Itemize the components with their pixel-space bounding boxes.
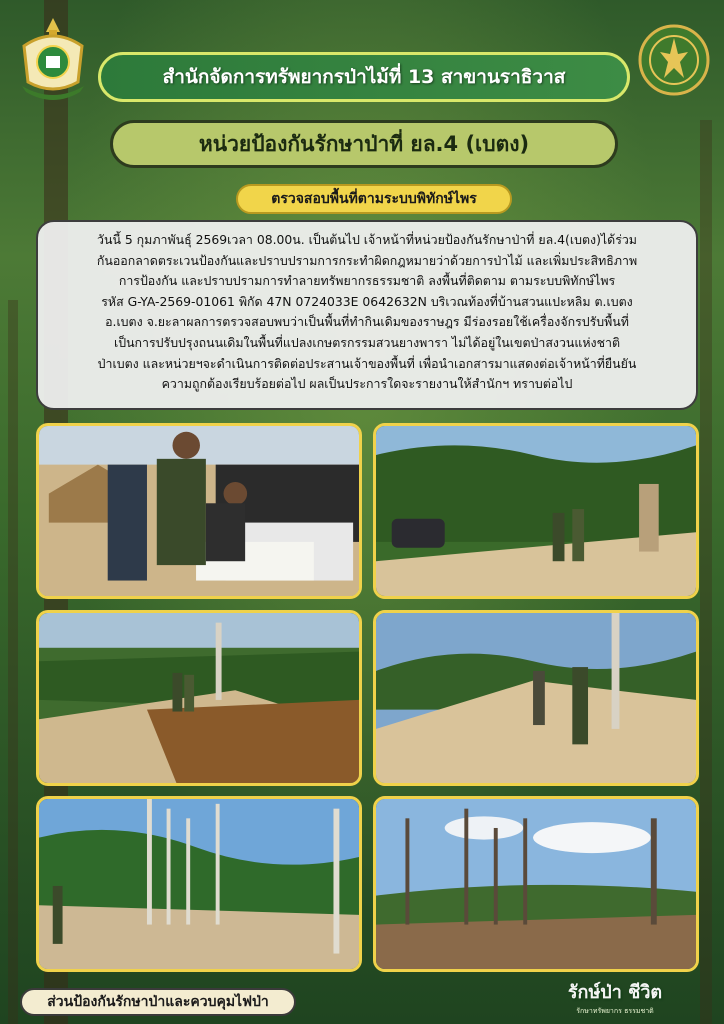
campaign-logo-subtext: รักษาทรัพยากร ธรรมชาติ <box>576 1007 654 1015</box>
cleared-land-with-trees-photo <box>36 796 362 972</box>
hilltop-clearing-photo <box>373 796 699 972</box>
report-line: อ.เบตง จ.ยะลาผลการตรวจสอบพบว่าเป็นพื้นที่ทำกินเดิมของราษฎร มีร่องรอยใช้เครื่องจักรปรับพื้นที่ <box>105 314 629 330</box>
report-line: กันออกลาดตระเวนป้องกันและปราบปรามการกระทำผิดกฎหมายว่าด้วยการป่าไม้ และเพิ่มประสิทธิภาพ <box>96 252 638 268</box>
report-line: รหัส G-YA-2569-01061 พิกัด 47N 0724033E 0642632N บริเวณท้องที่บ้านสวนแปะหลิม ต.เบตง <box>101 293 633 309</box>
report-text-box <box>36 220 698 410</box>
background-tree <box>8 300 18 1024</box>
office-title: สำนักจัดการทรัพยากรป่าไม้ที่ 13 สาขานราธิวาส <box>162 66 566 88</box>
unit-title: หน่วยป้องกันรักษาป่าที่ ยล.4 (เบตง) <box>198 131 530 156</box>
campaign-logo-text: รักษ์ป่า ชีวิต <box>567 982 663 1003</box>
vehicle-on-cleared-road-photo <box>373 423 699 599</box>
report-line: ความถูกต้องเรียบร้อยต่อไป ผลเป็นประการใดจะรายงานให้สำนักฯ ทราบต่อไป <box>161 376 573 392</box>
topic-label <box>236 184 512 214</box>
provincial-seal-logo <box>16 16 90 102</box>
report-line: เป็นการปรับปรุงถนนเดิมในพื้นที่แปลงเกษตรกรรมสวนยางพารา ไม่ได้อยู่ในเขตป่าสงวนแห่งชาติ <box>113 334 620 350</box>
topic-text: ตรวจสอบพื้นที่ตามระบบพิทักษ์ไพร <box>271 191 477 207</box>
office-title-banner <box>98 52 630 102</box>
officers-reading-map-photo <box>36 423 362 599</box>
report-line: การป้องกัน และปราบปรามการทำลายทรัพยากรธรรมชาติ ลงพื้นที่ติดตาม ตามระบบพิทักษ์ไพร <box>118 273 616 289</box>
department-footer-label <box>20 988 296 1016</box>
unit-title-banner <box>110 120 618 168</box>
royal-forest-department-logo <box>638 24 710 96</box>
report-line: วันนี้ 5 กุมภาพันธุ์ 2569เวลา 08.00น. เป็นต้นไป เจ้าหน้าที่หน่วยป้องกันรักษาป่าที่ ยล.4(เบตง)ได้ร่วม <box>97 232 637 247</box>
officers-walking-dirt-slope-photo <box>373 610 699 786</box>
background-tree <box>700 120 712 1024</box>
report-line: ป่าเบตง และหน่วยฯจะดำเนินการติดต่อประสานเจ้าของพื้นที่ เพื่อนำเอกสารมาแสดงต่อเจ้าหน้าที่ยืนยัน <box>97 355 637 371</box>
campaign-logo <box>560 974 670 1020</box>
cut-vegetation-slope-photo <box>36 610 362 786</box>
department-name: ส่วนป้องกันรักษาป่าและควบคุมไฟป่า <box>47 994 269 1010</box>
